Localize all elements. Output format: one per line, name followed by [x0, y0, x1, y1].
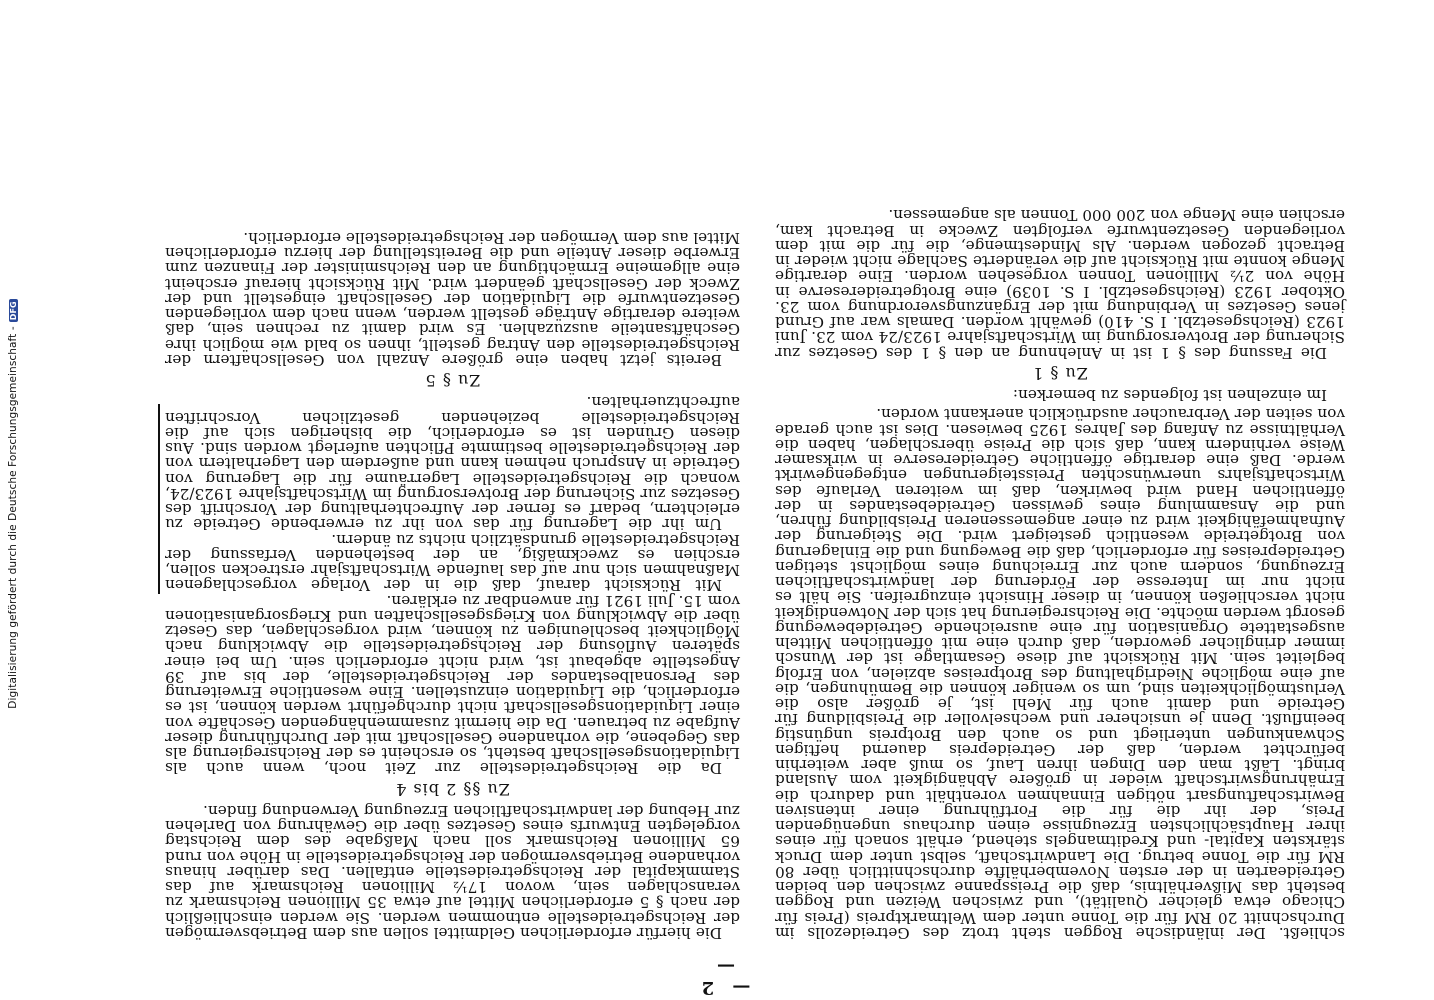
dfg-logo: DFG [9, 301, 18, 321]
paragraph: Die hierfür erforderlichen Geldmittel sollen aus dem Betriebsvermögen der Reichsgetreidestelle entnommen werden. Sie werden einschließlich der nach § 5 erforderlichen Mittel auf etwa 35 Millionen Reichsmark zu veranschlagen sein, wovon 17½ Millionen Reichsmark auf das Stammkapital der Reichsgetreidestelle entfallen. Das darüber hinaus vorhandene Betriebsvermögen der Reichsgetreidestelle in Höhe von rund 65 Millionen Reichsmark soll nach Maßgabe des dem Reichstag vorgelegten Entwurfs eines Gesetzes über die Gewährung von Darlehen zur Hebung der landwirtschaftlichen Erzeugung Verwendung finden. [165, 802, 740, 942]
section-heading: Zu § 5 [424, 371, 481, 391]
paragraph: Die Fassung des § 1 ist in Anlehnung an den § 1 des Gesetzes zur Sicherung der Brotversorgung im Wirtschaftsjahre 1923/24 vom 23. Juni 1923 (Reichsgesetzbl. I S. 410) gewählt worden. Damals war auf Grund jenes Gesetzes in Verbindung mit der Ergänzungsverordnung vom 23. Oktober 1923 (Reichsgesetzbl. I S. 1039) eine Brotgetreidereserve in Höhe von 2½ Millionen Tonnen vorgesehen worden. Eine derartige Menge konnte mit Rücksicht auf die veränderte Sachlage nicht wieder in Betracht gezogen werden. Als Mindestmenge, die für die mit dem vorliegenden Gesetzentwurfe verfolgten Zwecke in Betracht kam, erschien eine Menge von 200 000 Tonnen als angemessen. [775, 206, 1345, 362]
paragraph: Um ihr die Lagerung für das von ihr zu erwerbende Getreide zu erleichtern, bedarf es ferner der Aufrechterhaltung der Vorschrift des Gesetzes zur Sicherung der Brotversorgung im Wirtschaftsjahre 1923/24, wonach die Reichsgetreidestelle Lagerräume für die Lagerung von Getreide in Anspruch nehmen kann und außerdem den Lagerhaltern von der Reichsgetreidestelle bestimmte Pflichten auferlegt worden sind. Aus diesen Gründen ist es erforderlich, die bisherigen sich auf die Reichsgetreidestelle beziehenden gesetzlichen Vorschriften aufrechtzuerhalten. [165, 393, 740, 534]
paragraph: Im einzelnen ist folgendes zu bemerken: [1012, 386, 1327, 405]
section-heading: Zu § 1 [1032, 364, 1088, 383]
digitization-credit-text: Digitalisierung gefördert durch die Deutsche Forschungsgemeinschaft - [7, 326, 19, 709]
section-heading: Zu §§ 2 bis 4 [395, 779, 510, 799]
left-text-column [775, 207, 1345, 940]
digitization-sidebar [6, 0, 20, 1000]
digitization-credit [7, 11, 19, 997]
right-text-column [165, 230, 740, 940]
rotated-document [165, 60, 1345, 998]
margin-rule [158, 404, 160, 594]
paragraph: schließt. Der inländische Roggen steht trotz des Getreidezolls im Durchschnitt 20 RM für die Tonne unter dem Weltmarktpreis (Preis für Chicago etwa gleicher Qualität), und zwischen Weizen und Roggen besteht das Mißverhältnis, daß die Preisspanne zwischen den beiden Getreidearten in der ersten Novemberhälfte durchschnittlich über 80 RM für die Tonne betrug. Die Landwirtschaft, selbst unter dem Druck stärksten Kapital- und Kreditmangels stehend, erhält sonach für eines ihrer Hauptsächlichsten Erzeugnisse einen durchaus ungenügenden Preis, der ihr die für die Fortführung einer intensiven Bewirtschaftungsart nötigen Einnahmen vorenthält und dadurch die Ernährungswirtschaft wieder in größere Abhängigkeit vom Ausland bringt. Läßt man den Dingen ihren Lauf, so muß aber weiterhin befürchtet werden, daß der Getreidepreis dauernd heftigen Schwankungen unterliegt und so auch den Brotpreis ungünstig beeinflußt. Denn je unsicherer und wechselvoller die Preisbildung für Getreide und damit auch für Mehl ist, je größer also die Verlustmöglichkeiten sind, um so weniger können die Bemühungen, die auf eine mögliche Niedrighaltung des Brotpreises abzielen, von Erfolg begleitet sein. Mit Rücksicht auf diese Gesamtlage ist der Wunsch immer dringlicher geworden, daß durch eine mit öffentlichen Mitteln ausgestattete Organisation für eine ausreichende Getreidebewegung gesorgt werden möchte. Die Reichsregierung hat sich der Notwendigkeit nicht verschließen können, in dieser Hinsicht einzugreifen. Sie hält es nicht nur im Interesse der Förderung der landwirtschaftlichen Erzeugung, sondern auch zur Erreichung eines möglichst stetigen Getreidepreises für erforderlich, daß die Bewegung und die Einlagerung von Brotgetreide wesentlich gesteigert wird. Die Steigerung der Aufnahmefähigkeit wird zu einer angemesseneren Preisbildung führen, und die Ansammlung eines gewissen Getreidebestandes in der öffentlichen Hand wird bewirken, daß im weiteren Verlaufe des Wirtschaftsjahrs unerwünschten Preissteigerungen entgegengewirkt werde. Daß eine derartige öffentliche Getreidereserve in wirksamer Weise verhindern kann, daß sich die Preise überschlagen, haben die Verhältnisse zu Anfang des Jahres 1925 bewiesen. Dies ist auch gerade von seiten der Verbraucher ausdrücklich anerkannt worden. [775, 405, 1345, 942]
page-number: — 2 — [695, 956, 751, 998]
paragraph: Bereits jetzt haben eine größere Anzahl von Gesellschaftern der Reichsgetreidestelle den Antrag gestellt, ihnen so bald wie möglich ihre Geschäftsanteile auszuzahlen. Es wird damit zu rechnen sein, daß weitere derartige Anträge gestellt werden, wenn nach dem vorliegenden Gesetzentwurfe die Liquidation der Gesellschaft eingestellt und der Zweck der Gesellschaft geändert wird. Mit Rücksicht hierauf erscheint eine allgemeine Ermächtigung an den Reichsminister der Finanzen zum Erwerbe dieser Anteile und die Bereitstellung der hierzu erforderlichen Mittel aus dem Vermögen der Reichsgetreidestelle erforderlich. [165, 229, 740, 369]
paragraph: Da die Reichsgetreidestelle zur Zeit noch, wenn auch als Liquidationsgesellschaft besteht, so erscheint es der Reichsregierung als das Gegebene, die vorhandene Gesellschaft mit der Durchführung dieser Aufgabe zu betrauen. Da die hiermit zusammenhängenden Geschäfte von einer Liquidationsgesellschaft nicht durchgeführt werden können, ist es erforderlich, die Liquidation einzustellen. Eine wesentliche Erweiterung des Personalbestandes der Reichsgetreidestelle, der bis auf 39 Angestellte abgebaut ist, wird nicht erforderlich sein. Um bei einer späteren Auflösung der Reichsgetreidestelle die Abwicklung nach Möglichkeit beschleunigen zu können, wird vorgeschlagen, das Gesetz über die Abwicklung von Kriegsgesellschaften und Kriegsorganisationen vom 15. Juli 1921 für anwendbar zu erklären. [165, 591, 740, 778]
paragraph: Mit Rücksicht darauf, daß die in der Vorlage vorgeschlagenen Maßnahmen sich nur auf das laufende Wirtschaftsjahr erstrecken sollen, erschien es zweckmäßig, an der bestehenden Verfassung der Reichsgetreidestelle grundsätzlich nichts zu ändern. [165, 530, 740, 595]
